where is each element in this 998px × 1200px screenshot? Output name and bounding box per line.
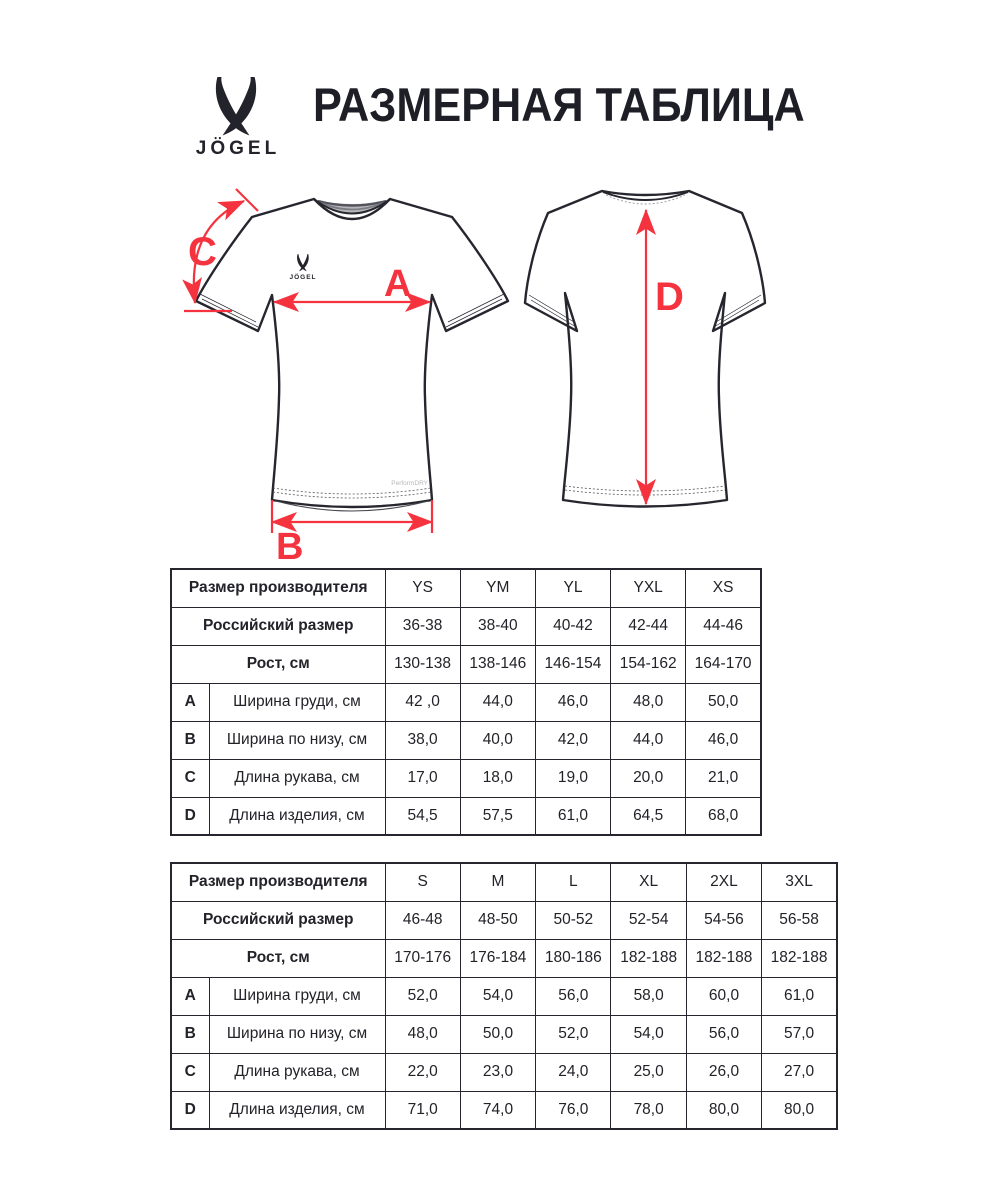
measure-row (171, 797, 761, 835)
measure-d-label: D (655, 275, 684, 319)
jogel-logo-icon (210, 76, 262, 136)
size-value-cell: YS (385, 569, 460, 607)
size-value-cell: 170-176 (385, 939, 460, 977)
measure-row (171, 683, 761, 721)
measure-value-cell: 38,0 (385, 721, 460, 759)
size-table-adult (170, 862, 838, 1130)
size-table (170, 568, 762, 836)
size-value-cell: L (536, 863, 611, 901)
measure-a-label: A (384, 263, 412, 305)
measure-value-cell: 21,0 (686, 759, 761, 797)
measure-value-cell: 22,0 (385, 1053, 460, 1091)
measure-label: Ширина груди, см (209, 977, 385, 1015)
size-table-youth (170, 568, 762, 836)
measure-value-cell: 57,5 (460, 797, 535, 835)
measure-value-cell: 44,0 (460, 683, 535, 721)
size-value-cell: 56-58 (762, 901, 837, 939)
measure-value-cell: 44,0 (611, 721, 686, 759)
shirt-front-outline (196, 199, 508, 507)
measure-value-cell: 61,0 (762, 977, 837, 1015)
measure-label: Ширина по низу, см (209, 721, 385, 759)
measure-label: Длина рукава, см (209, 1053, 385, 1091)
measure-value-cell: 68,0 (686, 797, 761, 835)
size-value-cell: 176-184 (460, 939, 535, 977)
size-value-cell: 50-52 (536, 901, 611, 939)
size-value-cell: YL (535, 569, 610, 607)
measure-value-cell: 64,5 (611, 797, 686, 835)
header-row (171, 939, 837, 977)
measure-value-cell: 54,0 (611, 1015, 686, 1053)
measure-letter: B (171, 1015, 209, 1053)
header-row (171, 901, 837, 939)
measure-row (171, 721, 761, 759)
row-label: Российский размер (171, 901, 385, 939)
measure-value-cell: 48,0 (611, 683, 686, 721)
measure-label: Длина изделия, см (209, 1091, 385, 1129)
back-shirt-diagram (515, 183, 775, 533)
measure-value-cell: 58,0 (611, 977, 686, 1015)
size-value-cell: 46-48 (385, 901, 460, 939)
measure-row (171, 1091, 837, 1129)
measure-value-cell: 61,0 (535, 797, 610, 835)
measure-value-cell: 56,0 (686, 1015, 761, 1053)
size-value-cell: 182-188 (611, 939, 686, 977)
size-value-cell: 48-50 (460, 901, 535, 939)
measure-value-cell: 25,0 (611, 1053, 686, 1091)
brand-logo (188, 74, 288, 166)
measure-row (171, 1053, 837, 1091)
measure-letter: B (171, 721, 209, 759)
size-value-cell: 182-188 (686, 939, 761, 977)
measure-label: Ширина по низу, см (209, 1015, 385, 1053)
measure-value-cell: 46,0 (686, 721, 761, 759)
measure-value-cell: 42 ,0 (385, 683, 460, 721)
measure-value-cell: 18,0 (460, 759, 535, 797)
measure-value-cell: 54,0 (460, 977, 535, 1015)
size-value-cell: XL (611, 863, 686, 901)
header-row (171, 863, 837, 901)
measure-value-cell: 76,0 (536, 1091, 611, 1129)
size-value-cell: S (385, 863, 460, 901)
measure-letter: A (171, 977, 209, 1015)
measure-label: Длина рукава, см (209, 759, 385, 797)
size-value-cell: YM (460, 569, 535, 607)
measure-value-cell: 52,0 (536, 1015, 611, 1053)
chest-logo-text: JÖGEL (289, 274, 317, 281)
measure-value-cell: 57,0 (762, 1015, 837, 1053)
measure-label: Ширина груди, см (209, 683, 385, 721)
size-value-cell: 180-186 (536, 939, 611, 977)
measure-value-cell: 80,0 (762, 1091, 837, 1129)
row-label: Рост, см (171, 939, 385, 977)
measure-value-cell: 52,0 (385, 977, 460, 1015)
measure-c-label: C (188, 230, 217, 274)
measure-b-label: B (276, 526, 304, 568)
logo-wordmark: JÖGEL (195, 138, 281, 159)
measure-letter: D (171, 1091, 209, 1129)
page-title: РАЗМЕРНАЯ ТАБЛИЦА (313, 78, 805, 131)
measure-value-cell: 50,0 (686, 683, 761, 721)
size-value-cell: 164-170 (686, 645, 761, 683)
header-row (171, 645, 761, 683)
measure-value-cell: 46,0 (535, 683, 610, 721)
measure-value-cell: 19,0 (535, 759, 610, 797)
measure-value-cell: 42,0 (535, 721, 610, 759)
size-value-cell: 54-56 (686, 901, 761, 939)
measure-row (171, 977, 837, 1015)
front-shirt-diagram (170, 183, 510, 568)
row-label: Рост, см (171, 645, 385, 683)
row-label: Размер производителя (171, 569, 385, 607)
size-value-cell: M (460, 863, 535, 901)
measure-value-cell: 60,0 (686, 977, 761, 1015)
size-value-cell: 146-154 (535, 645, 610, 683)
size-value-cell: 130-138 (385, 645, 460, 683)
measure-label: Длина изделия, см (209, 797, 385, 835)
measure-letter: C (171, 1053, 209, 1091)
measure-value-cell: 56,0 (536, 977, 611, 1015)
size-value-cell: 42-44 (611, 607, 686, 645)
measure-value-cell: 20,0 (611, 759, 686, 797)
measure-value-cell: 50,0 (460, 1015, 535, 1053)
measure-value-cell: 78,0 (611, 1091, 686, 1129)
measure-value-cell: 48,0 (385, 1015, 460, 1053)
measure-value-cell: 54,5 (385, 797, 460, 835)
measure-value-cell: 26,0 (686, 1053, 761, 1091)
size-value-cell: 3XL (762, 863, 837, 901)
size-value-cell: 52-54 (611, 901, 686, 939)
size-value-cell: 182-188 (762, 939, 837, 977)
size-value-cell: 2XL (686, 863, 761, 901)
size-table (170, 862, 838, 1130)
measure-value-cell: 27,0 (762, 1053, 837, 1091)
measure-value-cell: 80,0 (686, 1091, 761, 1129)
measure-letter: D (171, 797, 209, 835)
row-label: Российский размер (171, 607, 385, 645)
measure-letter: A (171, 683, 209, 721)
header-row (171, 607, 761, 645)
measure-value-cell: 23,0 (460, 1053, 535, 1091)
fabric-tag-text: PerformDRY (391, 480, 428, 487)
measure-row (171, 1015, 837, 1053)
header-row (171, 569, 761, 607)
size-value-cell: 138-146 (460, 645, 535, 683)
row-label: Размер производителя (171, 863, 385, 901)
measure-value-cell: 24,0 (536, 1053, 611, 1091)
size-value-cell: 38-40 (460, 607, 535, 645)
measure-value-cell: 74,0 (460, 1091, 535, 1129)
measure-value-cell: 40,0 (460, 721, 535, 759)
size-value-cell: XS (686, 569, 761, 607)
measure-value-cell: 17,0 (385, 759, 460, 797)
size-value-cell: 36-38 (385, 607, 460, 645)
size-value-cell: 44-46 (686, 607, 761, 645)
size-value-cell: YXL (611, 569, 686, 607)
measure-value-cell: 71,0 (385, 1091, 460, 1129)
size-value-cell: 40-42 (535, 607, 610, 645)
measure-row (171, 759, 761, 797)
measure-letter: C (171, 759, 209, 797)
size-value-cell: 154-162 (611, 645, 686, 683)
